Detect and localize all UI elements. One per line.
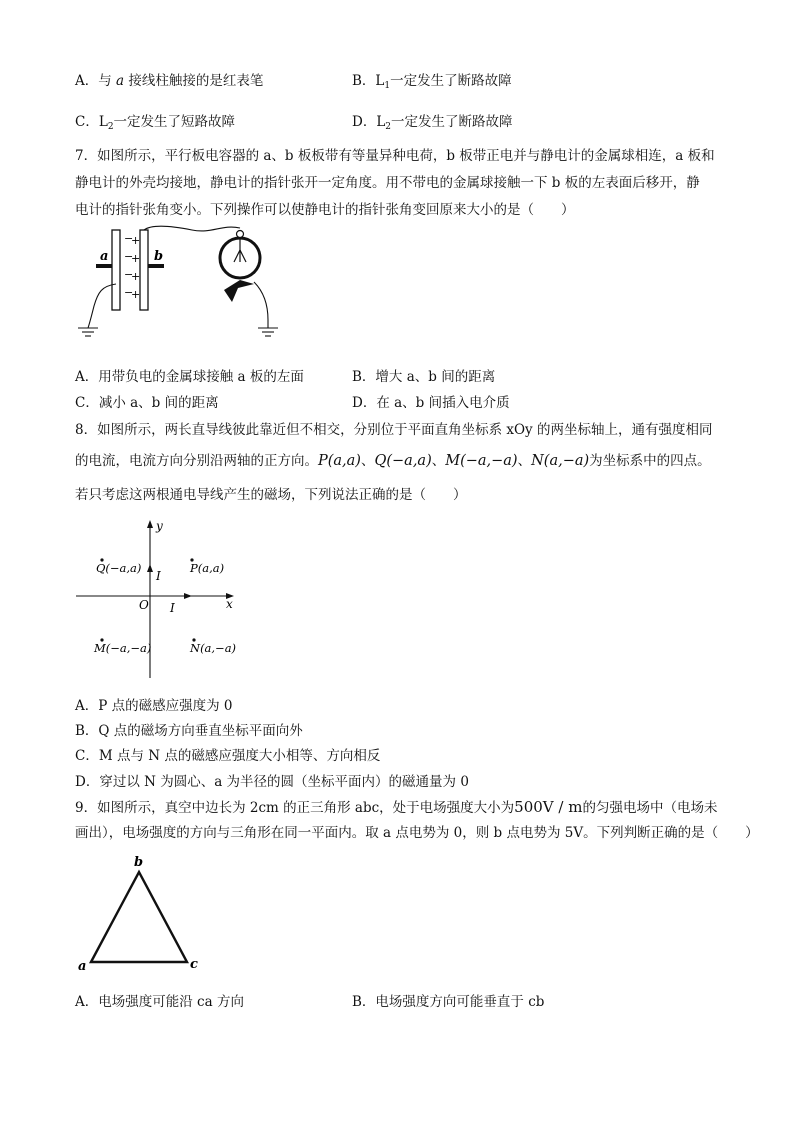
q8-option-a: A．P 点的磁感应强度为 0 xyxy=(75,698,233,714)
q7-stem-line1: 7．如图所示，平行板电容器的 a、b 板板带有等量异种电荷，b 板带正电并与静电计的金属球相连，a 板和 xyxy=(75,148,715,164)
q9-stem-line2: 画出），电场强度的方向与三角形在同一平面内。取 a 点电势为 0，则 b 点电势为 5V。下列判断正确的是（ ） xyxy=(75,825,759,841)
q7-stem-line2: 静电计的外壳均接地，静电计的指针张开一定角度。用不带电的金属球接触一下 b 板的左表面后移开，静 xyxy=(75,175,700,191)
axis-y-label: y xyxy=(156,519,163,533)
q9-option-a: A．电场强度可能沿 ca 方向 xyxy=(75,994,244,1010)
q8-stem-line1: 8．如图所示，两长直导线彼此靠近但不相交，分别位于平面直角坐标系 xOy 的两坐标轴上，通有强度相同 xyxy=(75,422,713,438)
point-N-label: N(a,−a) xyxy=(190,641,237,655)
svg-text:−: − xyxy=(124,232,134,245)
origin-label: O xyxy=(139,598,149,612)
q8-stem-line2: 的电流，电流方向分别沿两轴的正方向。P(a,a)、Q(−a,a)、M(−a,−a)、N(a,−a)为坐标系中的四点。 xyxy=(75,453,711,469)
svg-text:+: + xyxy=(131,288,141,301)
q8-option-b: B．Q 点的磁场方向垂直坐标平面向外 xyxy=(75,723,303,739)
svg-text:−: − xyxy=(124,250,134,263)
svg-text:−: − xyxy=(124,286,134,299)
vertex-c-label: c xyxy=(190,957,198,972)
q6-option-a: A．与 a 接线柱触接的是红表笔 xyxy=(75,73,264,89)
label-b: b xyxy=(154,249,164,264)
q8-option-c: C．M 点与 N 点的磁感应强度大小相等、方向相反 xyxy=(75,748,381,764)
plate-b xyxy=(140,230,148,310)
plate-a xyxy=(112,230,120,310)
q8-option-d: D．穿过以 N 为圆心、a 为半径的圆（坐标平面内）的磁通量为 0 xyxy=(75,774,469,790)
q9-triangle-figure xyxy=(76,852,226,977)
q7-option-b: B．增大 a、b 间的距离 xyxy=(352,369,496,385)
q9-stem-line1: 9．如图所示，真空中边长为 2cm 的正三角形 abc，处于电场强度大小为500V / m的匀强电场中（电场未 xyxy=(75,798,718,816)
point-P-label: P(a,a) xyxy=(190,561,225,575)
q7-option-a: A．用带负电的金属球接触 a 板的左面 xyxy=(75,369,304,385)
svg-text:+: + xyxy=(131,234,141,247)
q8-coordinate-figure xyxy=(72,518,242,683)
point-Q-label: Q(−a,a) xyxy=(96,561,142,575)
current-label-y: I xyxy=(156,569,161,583)
q9-option-b: B．电场强度方向可能垂直于 cb xyxy=(352,994,545,1010)
q7-capacitor-figure xyxy=(72,222,292,352)
q6-option-d: D．$L_2$一定发生了断路故障 xyxy=(352,114,513,132)
q6-option-b: B．$L_1$一定发生了断路故障 xyxy=(352,73,512,91)
q7-option-c: C．减小 a、b 间的距离 xyxy=(75,395,219,411)
svg-text:+: + xyxy=(131,270,141,283)
point-M-label: M(−a,−a) xyxy=(94,641,152,655)
vertex-b-label: b xyxy=(134,855,144,870)
q6-option-c: C．$L_2$一定发生了短路故障 xyxy=(75,114,236,132)
q8-stem-line3: 若只考虑这两根通电导线产生的磁场，下列说法正确的是（ ） xyxy=(75,487,467,503)
vertex-a-label: a xyxy=(78,959,87,974)
svg-text:−: − xyxy=(124,268,134,281)
current-label-x: I xyxy=(170,601,175,615)
axis-x-label: x xyxy=(226,597,233,611)
label-a: a xyxy=(100,249,109,264)
svg-text:+: + xyxy=(131,252,141,265)
q7-option-d: D．在 a、b 间插入电介质 xyxy=(352,395,510,411)
triangle-abc xyxy=(91,872,187,962)
q7-stem-line3: 电计的指针张角变小。下列操作可以使静电计的指针张角变回原来大小的是（ ） xyxy=(75,202,575,218)
